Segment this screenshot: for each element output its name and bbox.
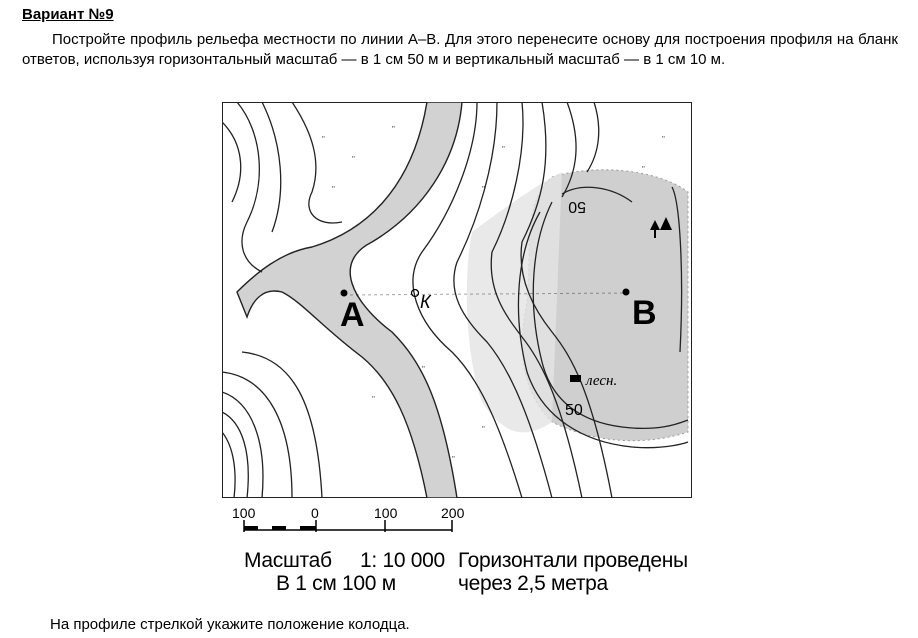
scale-ratio: 1: 10 000 xyxy=(360,549,445,572)
svg-text:": " xyxy=(322,135,325,144)
scale-tick-3: 100 xyxy=(374,505,398,521)
svg-text:": " xyxy=(482,185,485,194)
footer-instruction: На профиле стрелкой укажите положение колодца. xyxy=(50,616,410,633)
svg-text:": " xyxy=(482,425,485,434)
contour-interval-line2: через 2,5 метра xyxy=(458,572,608,595)
well-label: К xyxy=(420,292,431,312)
scale-tick-4: 200 xyxy=(441,505,465,521)
svg-text:": " xyxy=(332,185,335,194)
scale-tick-2: 0 xyxy=(311,505,319,521)
contour-label-top: 50 xyxy=(568,198,586,215)
variant-title: Вариант №9 xyxy=(22,6,114,23)
scale-per-cm: В 1 см 100 м xyxy=(276,572,396,595)
task-text: Постройте профиль рельефа местности по линии А–В. Для этого перенесите основу для построения профиля на бланк ответов, используя горизонтальный масштаб — в 1 см 50 м и вертикальный масштаб — в 1 см 10 м. xyxy=(22,31,898,68)
point-a-label: А xyxy=(340,296,365,334)
svg-text:": " xyxy=(392,125,395,134)
point-b-label: В xyxy=(632,294,657,332)
svg-text:": " xyxy=(452,455,455,464)
svg-text:": " xyxy=(642,165,645,174)
forestry-building-icon xyxy=(570,375,581,382)
contour-interval-line1: Горизонтали проведены xyxy=(458,549,688,572)
scale-word: Масштаб xyxy=(244,549,332,572)
topographic-map xyxy=(222,102,692,498)
contour-label-bottom: 50 xyxy=(565,402,583,419)
point-b-marker xyxy=(623,289,630,296)
svg-text:": " xyxy=(502,145,505,154)
scale-tick-1: 100 xyxy=(232,505,256,521)
forestry-label: лесн. xyxy=(586,373,618,389)
svg-text:": " xyxy=(422,365,425,374)
svg-text:": " xyxy=(352,155,355,164)
svg-text:": " xyxy=(662,135,665,144)
svg-text:": " xyxy=(372,395,375,404)
